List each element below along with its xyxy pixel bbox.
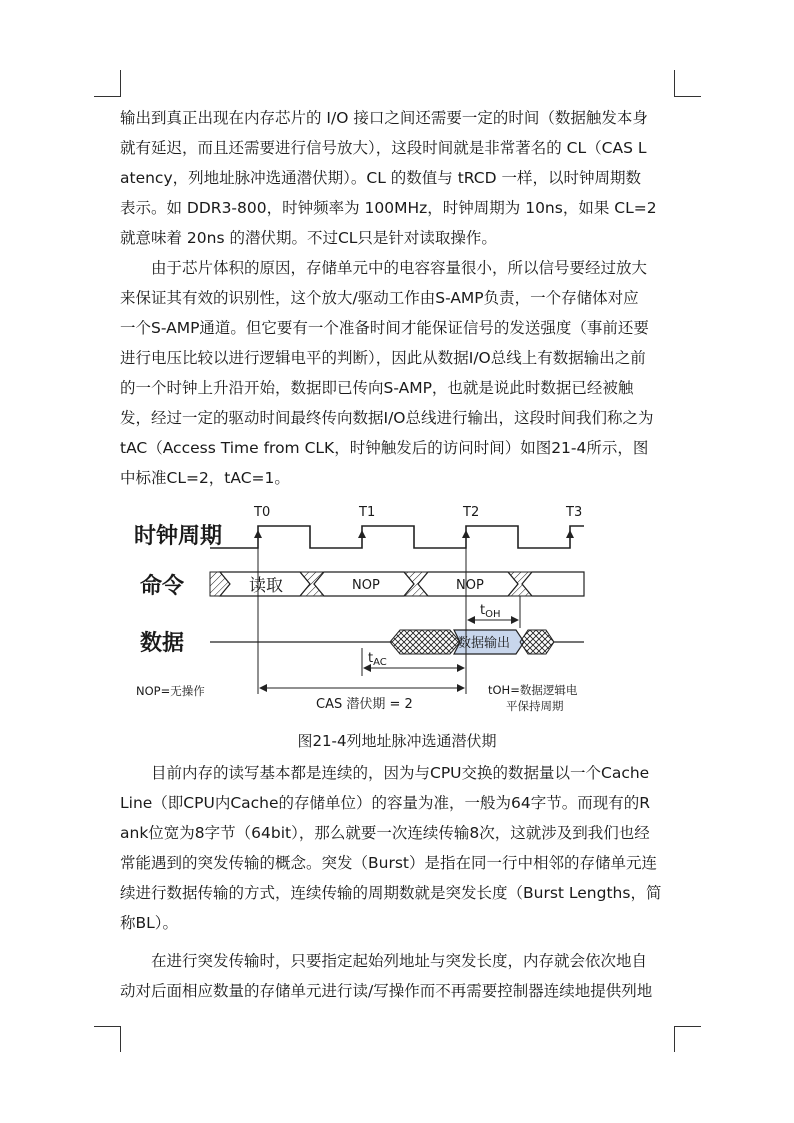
clock-tick-t0: T0: [254, 505, 271, 520]
clock-tick-t3: T3: [566, 505, 583, 520]
toh-label: $t_{OH}$: [480, 603, 501, 620]
clock-tick-t2: T2: [463, 505, 480, 520]
crop-mark-top-right-vertical: [674, 70, 675, 96]
toh-note-line1: tOH=数据逻辑电: [488, 683, 578, 697]
text-line: 在进行突发传输时，只要指定起始列地址与突发长度，内存就会依次地自: [120, 952, 648, 970]
text-line: 中标准CL=2，tAC=1。: [120, 469, 290, 487]
row-label-clock: 时钟周期: [134, 524, 223, 549]
text-line: 就有延迟，而且还需要进行信号放大），这段时间就是非常著名的 CL（CAS L: [120, 139, 647, 157]
command-nop-1: NOP: [352, 578, 380, 593]
text-line: 表示。如 DDR3-800，时钟频率为 100MHz，时钟周期为 10ns，如果 CL=2: [120, 199, 657, 217]
text-line: Line（即CPU内Cache的存储单位）的容量为准，一般为64字节。而现有的R: [120, 794, 651, 812]
clock-tick-t1: T1: [359, 505, 376, 520]
command-read: 读取: [249, 576, 283, 596]
crop-mark-top-left-horizontal: [94, 96, 121, 97]
crop-mark-bottom-right-horizontal: [674, 1026, 701, 1027]
crop-mark-bottom-left-vertical: [120, 1026, 121, 1052]
crop-mark-top-left-vertical: [120, 70, 121, 96]
text-line: ank位宽为8字节（64bit），那么就要一次连续传输8次，这就涉及到我们也经: [120, 824, 650, 842]
text-line: 续进行数据传输的方式，连续传输的周期数就是突发长度（Burst Lengths，简: [120, 884, 662, 902]
text-line: 来保证其有效的识别性，这个放大/驱动工作由S-AMP负责，一个存储体对应: [120, 289, 639, 307]
crop-mark-bottom-left-horizontal: [94, 1026, 121, 1027]
data-bus-end-transition: [520, 630, 554, 654]
data-output-label: 数据输出: [458, 636, 511, 651]
row-label-data: 数据: [140, 631, 185, 656]
clock-edge-arrow-t1: [358, 530, 366, 538]
command-nop-2: NOP: [456, 578, 484, 593]
timing-diagram: [128, 498, 588, 720]
text-line: 常能遇到的突发传输的概念。突发（Burst）是指在同一行中相邻的存储单元连: [120, 854, 657, 872]
clock-edge-arrow-t3: [566, 530, 574, 538]
toh-note-line2: 平保持周期: [506, 699, 564, 713]
row-label-command: 命令: [140, 574, 185, 599]
clock-edge-arrow-t0: [254, 530, 262, 538]
clock-edge-arrow-t2: [462, 530, 470, 538]
text-line: 进行电压比较以进行逻辑电平的判断），因此从数据I/O总线上有数据输出之前: [120, 349, 646, 367]
crop-mark-top-right-horizontal: [674, 96, 701, 97]
text-line: 发，经过一定的驱动时间最终传向数据I/O总线进行输出，这段时间我们称之为: [120, 409, 654, 427]
text-line: 输出到真正出现在内存芯片的 I/O 接口之间还需要一定的时间（数据触发本身: [120, 109, 648, 127]
text-line: 一个S-AMP通道。但它要有一个准备时间才能保证信号的发送强度（事前还要: [120, 319, 649, 337]
text-line: 称BL）。: [120, 914, 179, 932]
text-line: 目前内存的读写基本都是连续的，因为与CPU交换的数据量以一个Cache: [120, 764, 650, 782]
data-bus-transition: [390, 630, 460, 654]
text-line: 动对后面相应数量的存储单元进行读/写操作而不再需要控制器连续地提供列地: [120, 982, 653, 1000]
crop-mark-bottom-right-vertical: [674, 1026, 675, 1052]
text-line: 的一个时钟上升沿开始，数据即已传向S-AMP，也就是说此时数据已经被触: [120, 379, 634, 397]
text-line: 由于芯片体积的原因，存储单元中的电容容量很小，所以信号要经过放大: [120, 259, 648, 277]
text-line: tAC（Access Time from CLK，时钟触发后的访问时间）如图21-4所示，图: [120, 439, 649, 457]
tac-label: $t_{AC}$: [368, 651, 387, 668]
nop-note: NOP=无操作: [136, 684, 205, 698]
cas-latency-label: CAS 潜伏期 = 2: [316, 697, 413, 712]
figure-caption: 图21-4列地址脉冲选通潜伏期: [297, 732, 497, 750]
text-line: atency，列地址脉冲选通潜伏期）。CL 的数值与 tRCD 一样，以时钟周期数: [120, 169, 641, 187]
text-line: 就意味着 20ns 的潜伏期。不过CL只是针对读取操作。: [120, 229, 497, 247]
clock-waveform: [210, 526, 584, 548]
